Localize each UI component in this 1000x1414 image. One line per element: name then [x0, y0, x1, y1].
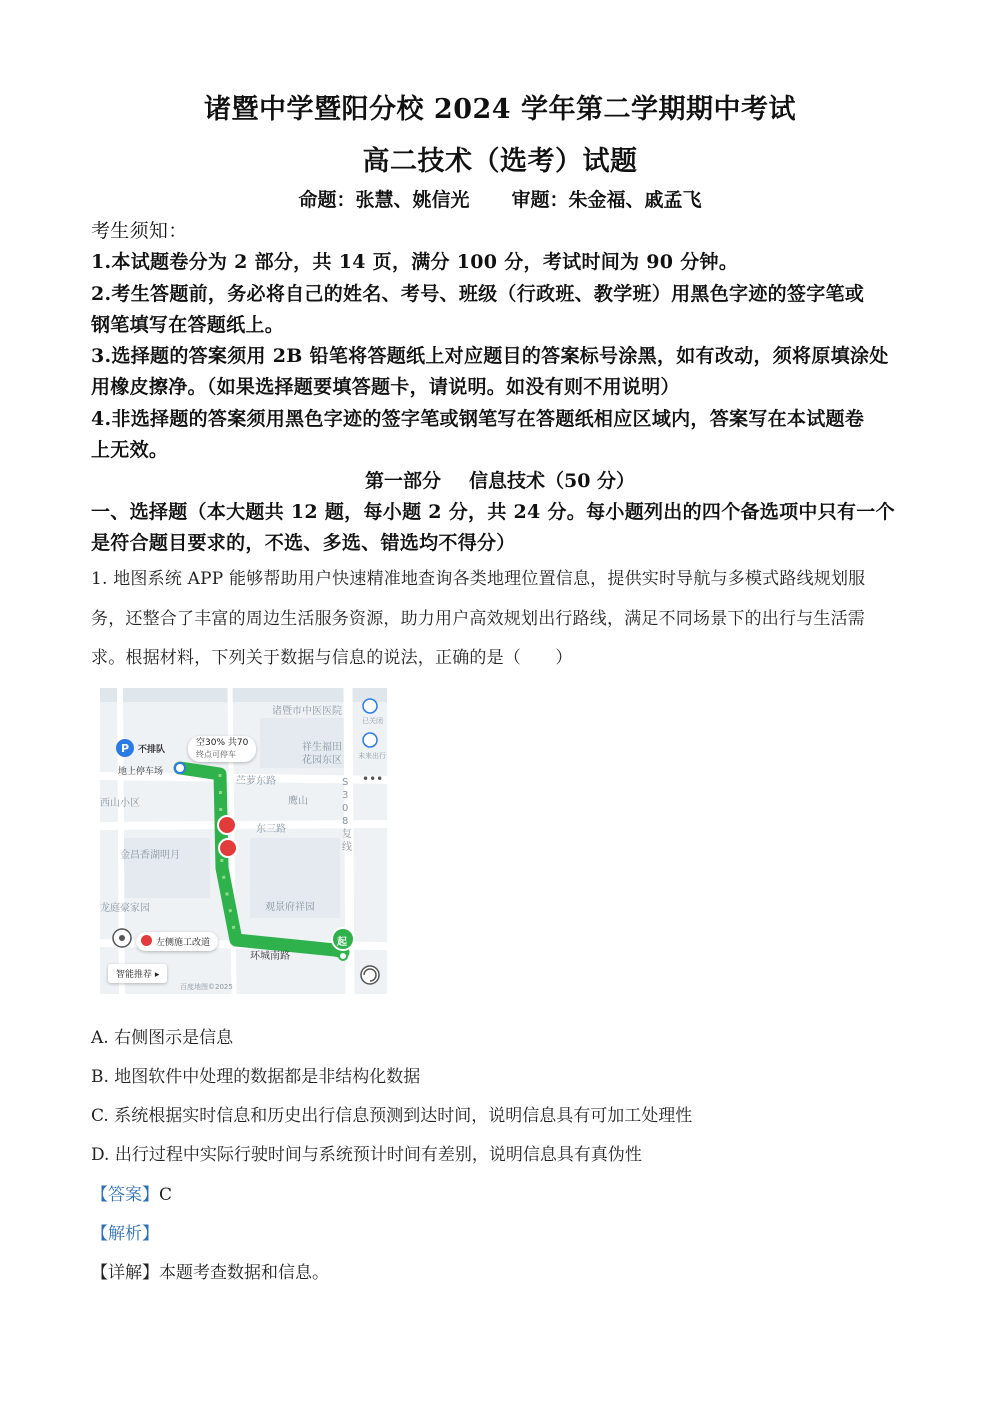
map-label-community-b: 花园东区	[302, 755, 342, 766]
answer-value: C	[159, 1185, 173, 1205]
parking-chip[interactable]	[188, 736, 256, 762]
svg-text:P: P	[121, 742, 130, 755]
part-name: 第一部分	[364, 470, 441, 492]
smart-recommend-label: 智能推荐 ▸	[116, 970, 160, 980]
setters: 命题：张慧、姚信光	[298, 189, 470, 211]
map-label-not-queue: 不排队	[138, 745, 166, 755]
map-copyright: 百度地图©2025	[180, 983, 233, 991]
reviewers: 审题：朱金福、戚孟飞	[511, 189, 702, 211]
answer-tag: 【答案】	[91, 1185, 159, 1205]
construction-chip[interactable]	[136, 932, 218, 951]
close-control-icon[interactable]	[363, 699, 377, 713]
map-label-community-a: 祥生福田	[302, 742, 342, 753]
map-label-area-1: 西山小区	[100, 798, 140, 809]
question-stem-line-2: 务，还整合了丰富的周边生活服务资源，助力用户高效规划出行路线，满足不同场景下的出行与生活需	[91, 609, 865, 629]
analysis-tag: 【解析】	[91, 1224, 159, 1244]
option-a: A. 右侧图示是信息	[91, 1028, 234, 1048]
notice-line-2: 2.考生答题前，务必将自己的姓名、考号、班级（行政班、教学班）用黑色字迹的签字笔或	[91, 283, 865, 305]
option-b: B. 地图软件中处理的数据都是非结构化数据	[91, 1067, 421, 1087]
option-c: C. 系统根据实时信息和历史出行信息预测到达时间，说明信息具有可加工处理性	[91, 1106, 693, 1126]
detail-tag: 【详解】	[91, 1263, 159, 1283]
map-label-road-1: 苎萝东路	[236, 776, 276, 787]
travel-control-icon[interactable]	[363, 733, 377, 747]
map-label-parking: 地上停车场	[118, 767, 164, 777]
notice-line-3: 钢笔填写在答题纸上。	[91, 314, 285, 336]
notice-line-7: 上无效。	[91, 439, 169, 461]
answer-line	[91, 1180, 172, 1205]
construction-text: 左侧施工改道	[156, 938, 211, 948]
detail-line	[91, 1258, 329, 1283]
detail-text: 本题考查数据和信息。	[159, 1263, 329, 1283]
warning-marker-1	[218, 816, 236, 834]
option-d: D. 出行过程中实际行驶时间与系统预计时间有差别，说明信息具有真伪性	[91, 1145, 642, 1165]
authors-line	[0, 185, 1000, 212]
exam-subtitle: 高二技术（选考）试题	[362, 146, 638, 177]
smart-recommend-button[interactable]	[108, 964, 167, 983]
notice-line-6: 4.非选择题的答案须用黑色字迹的签字笔或钢笔写在答题纸相应区域内，答案写在本试题卷	[91, 408, 865, 430]
map-label-route: S308复线	[342, 777, 352, 853]
section-heading-line-1: 一、选择题（本大题共 12 题，每小题 2 分，共 24 分。每小题列出的四个备选项中只有一个	[91, 501, 895, 523]
map-figure	[100, 688, 387, 994]
map-label-area-2: 金昌香湖明月	[120, 850, 180, 861]
part-subject: 信息技术（50 分）	[468, 470, 636, 492]
question-stem-line-1: 1. 地图系统 APP 能够帮助用户快速精准地查询各类地理位置信息，提供实时导航与多模式路线规划服	[91, 569, 866, 589]
analysis-line	[91, 1219, 159, 1244]
end-pin	[175, 763, 185, 773]
question-stem-line-3: 求。根据材料，下列关于数据与信息的说法，正确的是（ ）	[91, 648, 573, 668]
map-label-area-4: 观景府祥园	[265, 902, 315, 913]
start-marker-label: 起	[337, 937, 347, 948]
vacancy-text: 空30% 共70	[196, 738, 249, 748]
notice-heading: 考生须知：	[91, 220, 188, 242]
warning-marker-2	[219, 839, 237, 857]
map-label-travel: 未来出行	[358, 752, 386, 760]
notice-line-1: 1.本试题卷分为 2 部分，共 14 页，满分 100 分，考试时间为 90 分钟。	[91, 251, 739, 273]
exam-title: 诸暨中学暨阳分校 2024 学年第二学期期中考试	[204, 94, 796, 125]
map-label-road-3: 环城南路	[250, 951, 290, 962]
part-heading	[0, 466, 1000, 493]
notice-line-5: 用橡皮擦净。（如果选择题要填答题卡，请说明。如没有则不用说明）	[91, 376, 680, 398]
map-label-area-3: 龙庭豪家园	[100, 903, 150, 914]
map-label-road-2: 东三路	[256, 824, 286, 835]
parking-sub-text: 终点可停车	[196, 750, 236, 759]
svg-text:•••: •••	[362, 772, 384, 786]
map-label-mountain: 鹰山	[288, 796, 308, 807]
notice-line-4: 3.选择题的答案须用 2B 铅笔将答题纸上对应题目的答案标号涂黑，如有改动，须将原填涂处	[91, 345, 889, 367]
section-heading-line-2: 是符合题目要求的，不选、多选、错选均不得分）	[91, 532, 516, 554]
map-label-hospital: 诸暨市中医医院	[272, 706, 342, 717]
construction-icon	[141, 935, 152, 946]
map-label-collected: 已关闭	[362, 717, 383, 725]
